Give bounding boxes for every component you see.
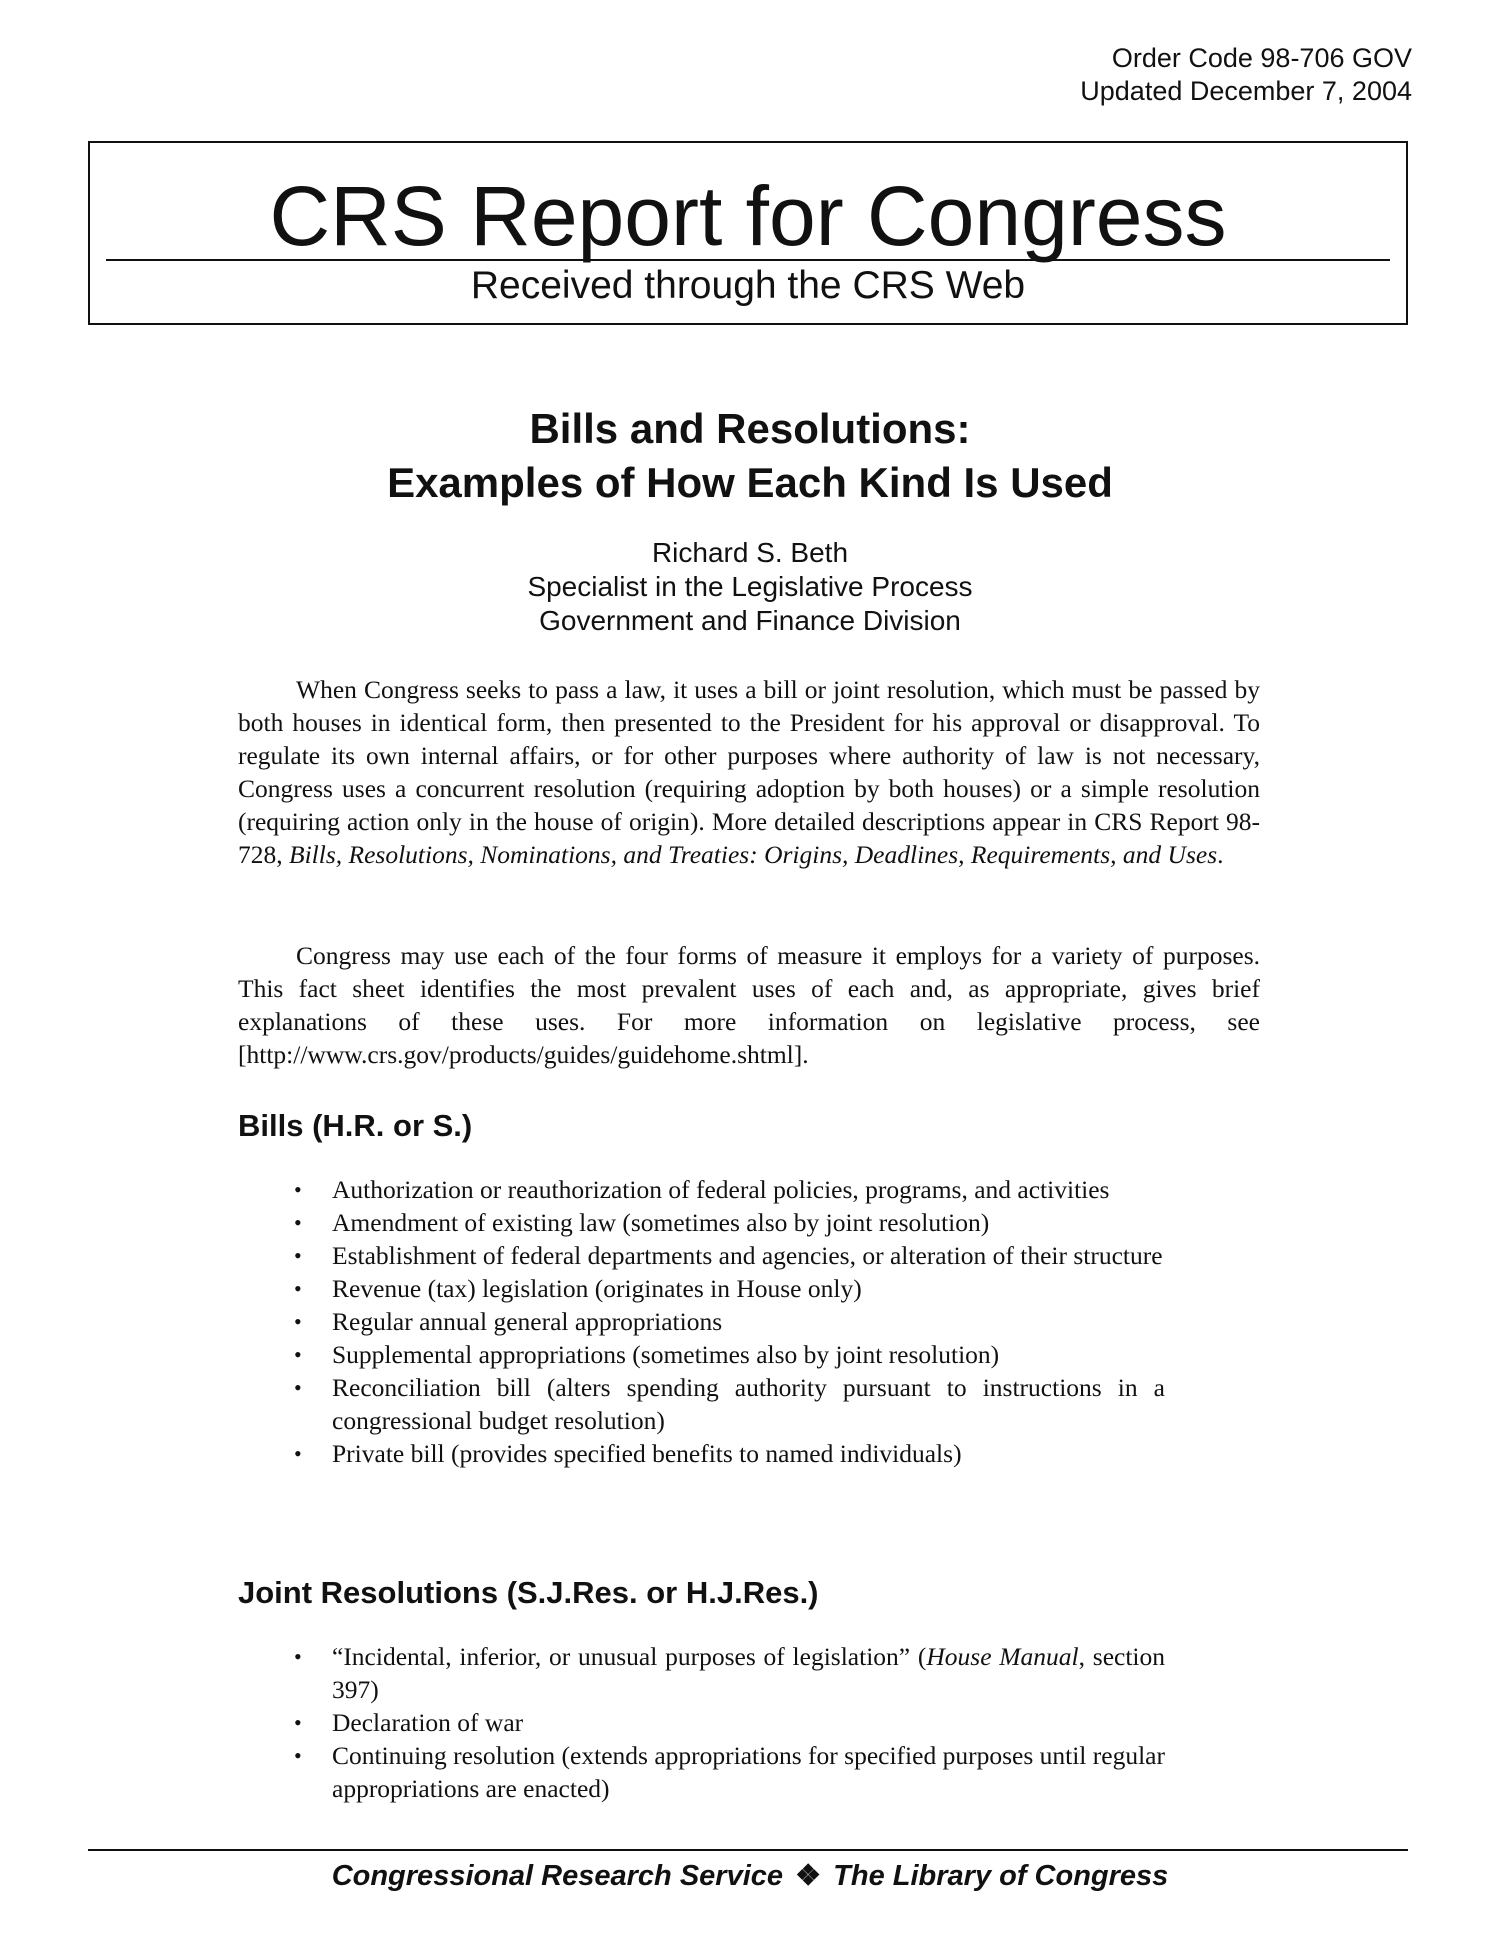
list-item — [290, 1239, 1165, 1272]
bullet-icon: • — [294, 1441, 302, 1466]
bullet-icon: • — [294, 1375, 302, 1400]
list-item-text: Private bill (provides specified benefits to named individuals) — [332, 1439, 962, 1468]
joint-resolutions-heading: Joint Resolutions (S.J.Res. or H.J.Res.) — [238, 1575, 819, 1610]
list-item-text: Amendment of existing law (sometimes also by joint resolution) — [332, 1208, 990, 1237]
document-title — [0, 402, 1500, 510]
list-item — [290, 1173, 1165, 1206]
bills-section-heading: Bills (H.R. or S.) — [238, 1108, 473, 1143]
order-code-block — [1080, 42, 1412, 108]
bullet-icon: • — [294, 1243, 302, 1268]
list-item — [290, 1706, 1165, 1739]
footer-divider — [88, 1849, 1408, 1851]
bullet-icon: • — [294, 1644, 302, 1669]
author-division: Government and Finance Division — [539, 605, 961, 636]
document-title-line-2: Examples of How Each Kind Is Used — [387, 459, 1113, 506]
author-name: Richard S. Beth — [651, 537, 849, 568]
intro-paragraph-1-text: When Congress seeks to pass a law, it uses a bill or joint resolution, which must be passed by both houses in identical form, then presented to the President for his approval or disapproval. To regulate its own internal affairs, or for other purposes where authority of law is not necessary, Congress uses a concurrent resolution (requiring adoption by both houses) or a simple resolution (requiring action only in the house of origin). More detailed descriptions appear in CRS Report 98-728, — [238, 675, 1260, 869]
diamond-ornament-icon: ❖ — [795, 1860, 822, 1892]
house-manual-citation: House Manual — [926, 1642, 1079, 1671]
list-item-text-end: , section 397) — [332, 1642, 1165, 1704]
list-item-text: Reconciliation bill (alters spending authority pursuant to instructions in a congressional budget resolution) — [332, 1373, 1165, 1435]
list-item — [290, 1338, 1165, 1371]
masthead-divider — [106, 259, 1390, 261]
bullet-icon: • — [294, 1342, 302, 1367]
list-item — [290, 1739, 1165, 1805]
list-item-text: Regular annual general appropriations — [332, 1307, 723, 1336]
bills-list — [290, 1173, 1165, 1470]
list-item-text: Authorization or reauthorization of federal policies, programs, and activities — [332, 1175, 1110, 1204]
list-item-text: Establishment of federal departments and agencies, or alteration of their structure — [332, 1241, 1163, 1270]
report-masthead — [88, 141, 1408, 325]
list-item — [290, 1206, 1165, 1239]
author-title: Specialist in the Legislative Process — [527, 571, 973, 602]
footer-left: Congressional Research Service — [331, 1860, 784, 1892]
list-item — [290, 1640, 1165, 1706]
bullet-icon: • — [294, 1309, 302, 1334]
list-item — [290, 1437, 1165, 1470]
list-item-text: Declaration of war — [332, 1708, 524, 1737]
bullet-icon: • — [294, 1743, 302, 1768]
masthead-title: CRS Report for Congress — [269, 169, 1227, 263]
intro-paragraph-1 — [238, 673, 1260, 871]
list-item-text: Supplemental appropriations (sometimes also by joint resolution) — [332, 1340, 1000, 1369]
list-item — [290, 1371, 1165, 1437]
masthead-subtitle: Received through the CRS Web — [470, 264, 1026, 307]
joint-resolutions-list — [290, 1640, 1165, 1805]
author-block — [0, 536, 1500, 638]
list-item-text: “Incidental, inferior, or unusual purposes of legislation” ( — [332, 1642, 927, 1671]
order-code: Order Code 98-706 GOV — [1111, 43, 1412, 73]
bullet-icon: • — [294, 1177, 302, 1202]
list-item — [290, 1272, 1165, 1305]
list-item — [290, 1305, 1165, 1338]
list-item-text: Continuing resolution (extends appropriations for specified purposes until regular appropriations are enacted) — [332, 1741, 1165, 1803]
intro-paragraph-2: Congress may use each of the four forms of measure it employs for a variety of purposes. This fact sheet identifies the most prevalent uses of each and, as appropriate, gives brief explanations of these uses. For more information on legislative process, see [http://www.crs.gov/products/guides/guidehome.shtml]. — [238, 941, 1260, 1069]
page-footer — [0, 1858, 1500, 1894]
list-item-text: Revenue (tax) legislation (originates in House only) — [332, 1274, 862, 1303]
intro-paragraph-1-end: . — [1217, 840, 1224, 869]
bullet-icon: • — [294, 1210, 302, 1235]
report-citation: Bills, Resolutions, Nominations, and Treaties: Origins, Deadlines, Requirements, and Uses — [289, 840, 1218, 869]
bullet-icon: • — [294, 1710, 302, 1735]
updated-date: Updated December 7, 2004 — [1080, 76, 1412, 106]
bullet-icon: • — [294, 1276, 302, 1301]
footer-right: The Library of Congress — [833, 1860, 1169, 1892]
document-title-line-1: Bills and Resolutions: — [529, 405, 971, 452]
